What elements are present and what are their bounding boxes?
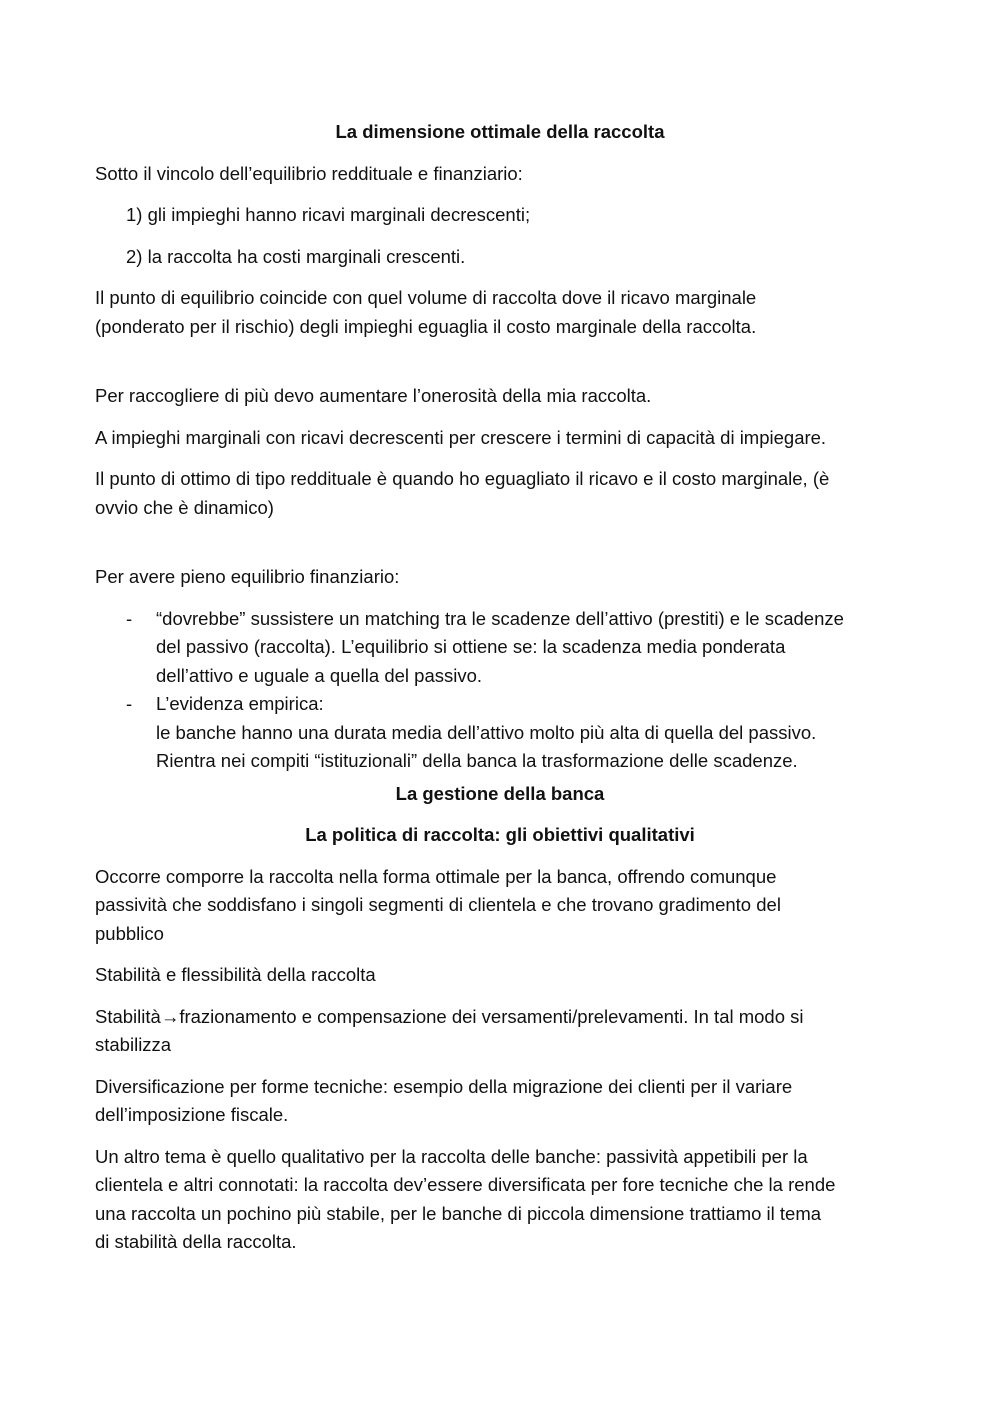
- bullet-dash: -: [126, 607, 133, 629]
- bullet-line: dell’attivo e uguale a quella del passivo.: [156, 664, 483, 686]
- bullet-item-matching: [95, 605, 905, 691]
- document-body: [95, 118, 905, 1270]
- financial-equilibrium-paragraph: Per avere pieno equilibrio finanziario:: [95, 566, 400, 587]
- paragraph-line: (ponderato per il rischio) degli impieghi eguaglia il costo marginale della raccolta.: [95, 315, 757, 337]
- paragraph-line: una raccolta un pochino più stabile, per le banche di piccola dimensione trattiamo il tema: [95, 1202, 822, 1224]
- funding-policy-heading: La politica di raccolta: gli obiettivi qualitativi: [305, 824, 695, 845]
- blank-line: [95, 535, 905, 563]
- stability-text: frazionamento e compensazione dei versamenti/prelevamenti. In tal modo si: [179, 1005, 804, 1027]
- equilibrium-paragraph: [95, 284, 905, 341]
- paragraph-line: Diversificazione per forme tecniche: esempio della migrazione dei clienti per il variare: [95, 1075, 793, 1097]
- bank-management-heading: La gestione della banca: [395, 782, 605, 804]
- bullet-list: [95, 605, 905, 776]
- qualitative-theme-paragraph: [95, 1143, 905, 1257]
- marginal-loans-paragraph: A impieghi marginali con ricavi decrescenti per crescere i termini di capacità di impiegare.: [95, 426, 827, 448]
- paragraph-line: [95, 1003, 905, 1032]
- paragraph-line: dell’imposizione fiscale.: [95, 1104, 289, 1125]
- stability-paragraph: [95, 1003, 905, 1060]
- bullet-dash: -: [126, 693, 133, 714]
- bullet-line: del passivo (raccolta). L’equilibrio si ottiene se: la scadenza media ponderata: [156, 636, 786, 657]
- bullet-line: “dovrebbe” sussistere un matching tra le scadenze dell’attivo (prestiti) e le scadenze: [156, 607, 844, 629]
- paragraph-line: Un altro tema è quello qualitativo per la raccolta delle banche: passività appetibili per la: [95, 1145, 808, 1167]
- stability-word: Stabilità: [95, 1005, 161, 1027]
- bullet-line: le banche hanno una durata media dell’attivo molto più alta di quella del passivo.: [156, 721, 817, 743]
- diversification-paragraph: [95, 1073, 905, 1130]
- paragraph-line: pubblico: [95, 922, 164, 944]
- paragraph-line: Il punto di equilibrio coincide con quel volume di raccolta dove il ricavo marginale: [95, 287, 757, 308]
- stability-flexibility-paragraph: Stabilità e flessibilità della raccolta: [95, 964, 376, 985]
- optimum-paragraph: [95, 465, 905, 522]
- paragraph-line: Occorre comporre la raccolta nella forma ottimale per la banca, offrendo comunque: [95, 865, 777, 887]
- right-arrow-icon: →: [160, 1005, 180, 1027]
- intro-paragraph: Sotto il vincolo dell’equilibrio reddituale e finanziario:: [95, 162, 523, 184]
- paragraph-line: di stabilità della raccolta.: [95, 1231, 297, 1252]
- paragraph-line: passività che soddisfano i singoli segmenti di clientela e che trovano gradimento del: [95, 894, 781, 915]
- paragraph-line: ovvio che è dinamico): [95, 496, 274, 518]
- bullet-line: L’evidenza empirica:: [156, 693, 324, 714]
- paragraph-line: stabilizza: [95, 1034, 172, 1055]
- section-title: La dimensione ottimale della raccolta: [335, 121, 665, 142]
- collect-more-paragraph: Per raccogliere di più devo aumentare l’onerosità della mia raccolta.: [95, 385, 652, 406]
- compose-funding-paragraph: [95, 863, 905, 949]
- paragraph-line: Il punto di ottimo di tipo reddituale è quando ho eguagliato il ricavo e il costo marginale, (è: [95, 468, 830, 489]
- blank-line: [95, 354, 905, 382]
- numbered-item-2: 2) la raccolta ha costi marginali crescenti.: [126, 245, 466, 267]
- bullet-item-evidence: [95, 690, 905, 776]
- bullet-line: Rientra nei compiti “istituzionali” della banca la trasformazione delle scadenze.: [156, 750, 798, 771]
- numbered-item-1: 1) gli impieghi hanno ricavi marginali decrescenti;: [126, 204, 531, 225]
- paragraph-line: clientela e altri connotati: la raccolta dev’essere diversificata per fore tecniche che la rende: [95, 1174, 836, 1195]
